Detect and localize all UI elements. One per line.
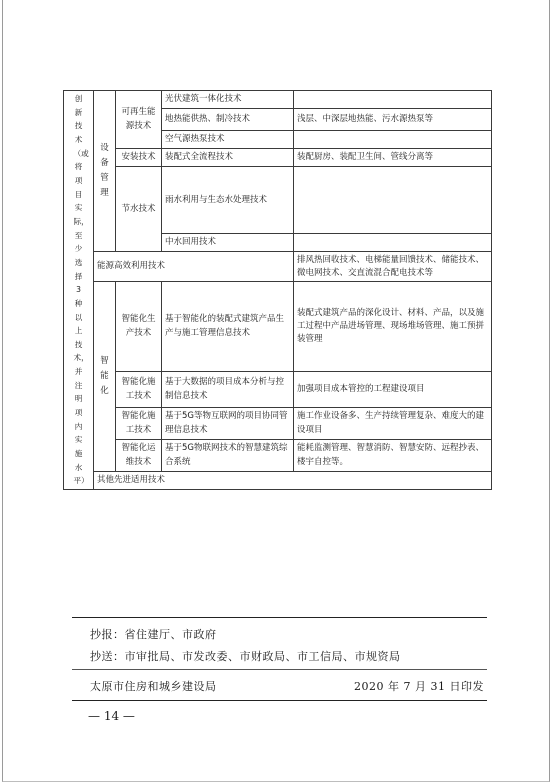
smart-row-item: 基于5G等物互联网的项目协同管理信息技术 (162, 408, 294, 440)
water-tech-item: 雨水利用与生态水处理技术 (162, 167, 294, 234)
smart-row-item: 基于大数据的项目成本分析与控制信息技术 (162, 372, 294, 408)
issuer-line (90, 678, 484, 694)
page-number: — 14 — (88, 709, 135, 723)
category-innovation-cell (64, 91, 94, 490)
renewable-note (294, 131, 492, 149)
footer-top-rule (72, 617, 487, 618)
renewable-note: 浅层、中深层地热能、污水源热泵等 (294, 109, 492, 131)
install-tech-item: 装配式全流程技术 (162, 149, 294, 167)
cc-send-line: 抄送：市审批局、市发改委、市财政局、市工信局、市规资局 (90, 650, 401, 663)
technology-table (63, 90, 492, 490)
category-equipment-cell (94, 91, 116, 252)
equipment-label: 设备管理 (100, 142, 109, 199)
cc-report-line: 抄报：省住建厅、市政府 (90, 628, 217, 641)
smart-row-note: 加强项目成本管控的工程建设项目 (294, 372, 492, 408)
water-tech-item: 中水回用技术 (162, 234, 294, 252)
renewable-label: 可再生能源技术 (116, 91, 162, 149)
smart-row-label: 智能化施工技术 (116, 372, 162, 408)
innovation-label: 创新技术（或将项目实际，至少选择3种以上技术，并注明项内实施水平） (73, 94, 89, 486)
install-tech-label: 安装技术 (116, 149, 162, 167)
footer-mid-rule (72, 669, 487, 670)
smart-row-label: 智能化生产技术 (116, 282, 162, 372)
issue-date: 2020 年 7 月 31 日印发 (354, 680, 484, 693)
smart-row-item: 基于5G物联网技术的智慧建筑综合系统 (162, 440, 294, 472)
other-tech-item: 其他先进适用技术 (94, 472, 492, 490)
water-tech-note (294, 234, 492, 252)
water-tech-label: 节水技术 (116, 167, 162, 252)
smart-row-note: 施工作业设备多、生产持续管理复杂、难度大的建设项目 (294, 408, 492, 440)
renewable-item: 空气源热泵技术 (162, 131, 294, 149)
footer-bottom-rule (72, 700, 487, 701)
smart-row-note: 能耗监测管理、智慧消防、智慧安防、远程抄表、楼宇自控等。 (294, 440, 492, 472)
smart-row-label: 智能化运维技术 (116, 440, 162, 472)
smart-row-item: 基于智能化的装配式建筑产品生产与施工管理信息技术 (162, 282, 294, 372)
issuer-name: 太原市住房和城乡建设局 (90, 680, 217, 693)
smart-row-label: 智能化施工技术 (116, 408, 162, 440)
energy-tech-note: 排风热回收技术、电梯能量回馈技术、储能技术、微电网技术、交直流混合配电技术等 (294, 252, 492, 282)
category-smart-cell (94, 282, 116, 472)
smart-label: 智能化 (100, 355, 109, 397)
energy-tech-item: 能源高效利用技术 (94, 252, 294, 282)
smart-row-note: 装配式建筑产品的深化设计、材料、产品，以及施工过程中产品进场管理、现场堆场管理、施工预拼装管理 (294, 282, 492, 372)
water-tech-note (294, 167, 492, 234)
install-tech-note: 装配厨房、装配卫生间、管线分离等 (294, 149, 492, 167)
renewable-note (294, 91, 492, 109)
renewable-item: 地热能供热、制冷技术 (162, 109, 294, 131)
renewable-item: 光伏建筑一体化技术 (162, 91, 294, 109)
